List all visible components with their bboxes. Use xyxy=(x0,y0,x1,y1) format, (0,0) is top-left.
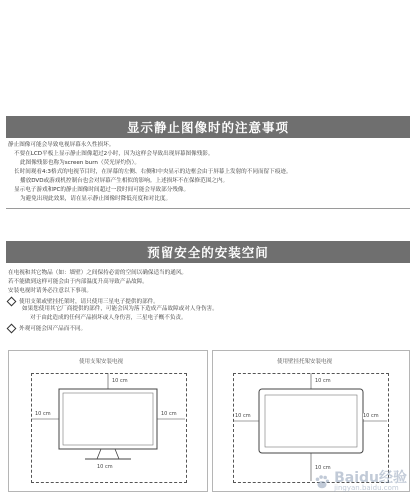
diagram-title: 使用壁挂托架安装电视 xyxy=(277,359,333,365)
right-clearance: 10 cm xyxy=(161,411,177,417)
bullet-2: 长时间观看4:3格式的电视节目时，在屏幕的左侧、右侧和中央显示的边框会由于屏幕上发射的不同而留下痕迹。 xyxy=(14,169,292,175)
bullet-3-cont: 为避免出现此效果，请在显示静止图像时降低亮度和对比度。 xyxy=(20,196,172,202)
left-clearance: 10 cm xyxy=(35,411,51,417)
tv-on-stand-icon xyxy=(9,351,207,491)
baidu-paw-icon xyxy=(313,473,331,491)
bottom-clearance: 10 cm xyxy=(97,464,113,470)
watermark-url: jingyan.baidu.com xyxy=(334,484,399,492)
diagram-stand-install xyxy=(8,350,208,492)
bullet-1-cont: 此图像残影也称为screen burn（荧光屏灼伤）。 xyxy=(20,160,140,166)
right-clearance: 10 cm xyxy=(363,413,379,419)
note-2-text: 外观可能会因产品而不同。 xyxy=(19,326,87,332)
note-1-text: 使用支架或壁挂托架时，请只使用三星电子提供的部件。 xyxy=(19,299,159,305)
top-clearance: 10 cm xyxy=(315,378,331,384)
bullet-1: 不要在LCD平板上显示静止图像超过2小时，因为这样会导致出现屏幕图像残影。 xyxy=(14,151,214,157)
section-heading-still-image xyxy=(6,116,410,138)
install-sub-1: 如果您使用其它厂商提供的部件，可能会因为落下造成产品故障或对人身伤害。 xyxy=(22,306,218,312)
install-note-1 xyxy=(8,298,159,306)
install-line-1: 在电视和其它物品（如：墙壁）之间保持必需的空间以确保适当的通风。 xyxy=(8,270,188,276)
pencil-note-icon xyxy=(7,324,17,334)
install-line-3: 安装电视时请务必注意以下事项。 xyxy=(8,288,92,294)
watermark-text: Baidu经验 xyxy=(334,470,407,486)
baidu-watermark xyxy=(313,471,407,492)
left-clearance: 10 cm xyxy=(235,413,251,419)
pencil-note-icon xyxy=(7,297,17,307)
install-line-2: 若不能做到这样可能会由于内部温度升高导致产品故障。 xyxy=(8,279,148,285)
section-heading-text: 预留安全的安装空间 xyxy=(147,245,269,260)
divider-line xyxy=(6,208,410,209)
install-note-2 xyxy=(8,325,86,333)
section-heading-installation-space xyxy=(6,241,410,263)
bottom-clearance: 10 cm xyxy=(315,465,331,471)
top-clearance: 10 cm xyxy=(112,378,128,384)
section-heading-text: 显示静止图像时的注意事项 xyxy=(126,120,289,135)
install-sub-2: 对于由此造成的任何产品损坏或人身伤害，三星电子概不负责。 xyxy=(30,315,187,321)
bullet-3: 显示电子游戏和PC的静止图像时间超过一段时间可能会导致部分残像。 xyxy=(14,187,190,193)
intro-text: 静止图像可能会导致电视屏幕永久性损坏。 xyxy=(8,142,115,148)
diagram-title: 使用支架安装电视 xyxy=(79,359,124,365)
bullet-2-cont: 播放DVD或游戏机控制台也会对屏幕产生相似的影响。上述损坏不在保修范围之内。 xyxy=(20,178,229,184)
